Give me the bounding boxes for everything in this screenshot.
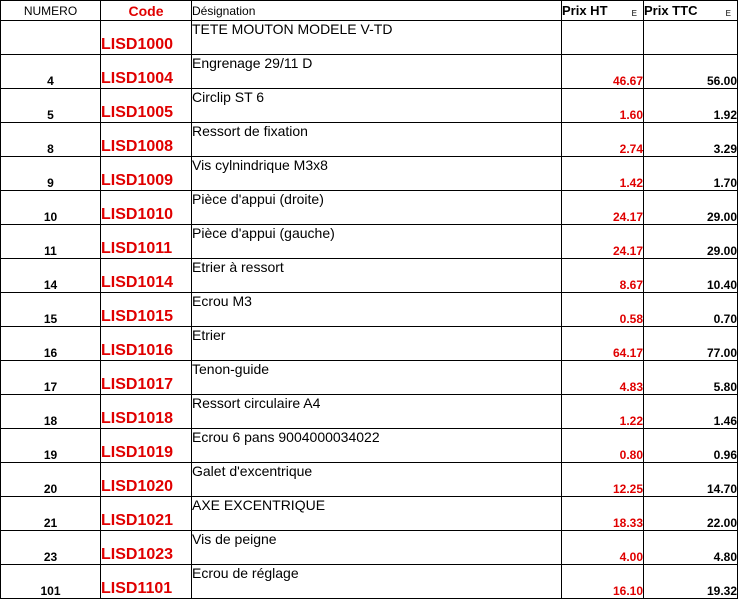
table-row <box>1 565 738 599</box>
row-designation: Ressort circulaire A4 <box>192 395 562 429</box>
row-code: LISD1020 <box>101 463 192 497</box>
row-prix-ht: 16.10 <box>562 565 644 599</box>
row-prix-ttc: 1.92 <box>644 89 738 123</box>
row-code: LISD1000 <box>101 21 192 55</box>
row-code: LISD1005 <box>101 89 192 123</box>
row-prix-ht: 64.17 <box>562 327 644 361</box>
row-prix-ht: 1.22 <box>562 395 644 429</box>
table-row <box>1 293 738 327</box>
table-row <box>1 89 738 123</box>
row-designation: TETE MOUTON MODELE V-TD <box>192 21 562 55</box>
row-prix-ttc: 10.40 <box>644 259 738 293</box>
row-prix-ttc: 19.32 <box>644 565 738 599</box>
header-prix-ttc <box>644 1 738 21</box>
row-prix-ht: 46.67 <box>562 55 644 89</box>
row-designation: Ecrou 6 pans 9004000034022 <box>192 429 562 463</box>
row-numero: 18 <box>1 395 101 429</box>
row-prix-ht: 0.58 <box>562 293 644 327</box>
header-designation: Désignation <box>192 1 562 21</box>
row-code: LISD1015 <box>101 293 192 327</box>
table-row <box>1 361 738 395</box>
row-prix-ht: 24.17 <box>562 225 644 259</box>
row-code: LISD1019 <box>101 429 192 463</box>
row-numero: 8 <box>1 123 101 157</box>
row-designation: Pièce d'appui (gauche) <box>192 225 562 259</box>
row-designation: Tenon-guide <box>192 361 562 395</box>
row-numero: 11 <box>1 225 101 259</box>
table-row <box>1 531 738 565</box>
table-row <box>1 123 738 157</box>
row-code: LISD1018 <box>101 395 192 429</box>
row-prix-ttc: 1.46 <box>644 395 738 429</box>
row-designation: Etrier à ressort <box>192 259 562 293</box>
header-prix-ht <box>562 1 644 21</box>
row-prix-ttc: 4.80 <box>644 531 738 565</box>
row-prix-ht: 18.33 <box>562 497 644 531</box>
row-prix-ht: 0.80 <box>562 429 644 463</box>
row-designation: Ressort de fixation <box>192 123 562 157</box>
header-code: Code <box>101 1 192 21</box>
currency-ttc: E <box>725 9 731 18</box>
row-designation: AXE EXCENTRIQUE <box>192 497 562 531</box>
row-designation: Vis de peigne <box>192 531 562 565</box>
row-designation: Etrier <box>192 327 562 361</box>
row-numero: 9 <box>1 157 101 191</box>
row-numero: 14 <box>1 259 101 293</box>
row-code: LISD1014 <box>101 259 192 293</box>
table-row <box>1 497 738 531</box>
row-prix-ttc: 14.70 <box>644 463 738 497</box>
table-row <box>1 225 738 259</box>
row-designation: Galet d'excentrique <box>192 463 562 497</box>
row-prix-ttc: 1.70 <box>644 157 738 191</box>
table-row <box>1 21 738 55</box>
table-row <box>1 327 738 361</box>
row-numero: 21 <box>1 497 101 531</box>
row-designation: Ecrou de réglage <box>192 565 562 599</box>
row-code: LISD1010 <box>101 191 192 225</box>
row-code: LISD1017 <box>101 361 192 395</box>
header-numero: NUMERO <box>1 1 101 21</box>
row-prix-ttc: 56.00 <box>644 55 738 89</box>
row-numero: 17 <box>1 361 101 395</box>
row-code: LISD1023 <box>101 531 192 565</box>
row-numero: 16 <box>1 327 101 361</box>
row-prix-ttc: 77.00 <box>644 327 738 361</box>
row-numero: 101 <box>1 565 101 599</box>
row-prix-ttc: 5.80 <box>644 361 738 395</box>
row-numero: 20 <box>1 463 101 497</box>
row-numero: 19 <box>1 429 101 463</box>
row-numero: 15 <box>1 293 101 327</box>
row-numero: 5 <box>1 89 101 123</box>
row-designation: Ecrou M3 <box>192 293 562 327</box>
row-prix-ht: 24.17 <box>562 191 644 225</box>
row-prix-ht: 2.74 <box>562 123 644 157</box>
header-row <box>1 1 738 21</box>
row-code: LISD1021 <box>101 497 192 531</box>
row-code: LISD1004 <box>101 55 192 89</box>
row-numero: 10 <box>1 191 101 225</box>
table-row <box>1 55 738 89</box>
row-prix-ht: 12.25 <box>562 463 644 497</box>
row-designation: Vis cylnindrique M3x8 <box>192 157 562 191</box>
row-prix-ht: 1.42 <box>562 157 644 191</box>
table-row <box>1 259 738 293</box>
table-row <box>1 157 738 191</box>
row-prix-ht: 1.60 <box>562 89 644 123</box>
table-row <box>1 463 738 497</box>
row-designation: Pièce d'appui (droite) <box>192 191 562 225</box>
row-prix-ttc: 22.00 <box>644 497 738 531</box>
row-prix-ttc <box>644 21 738 55</box>
row-code: LISD1016 <box>101 327 192 361</box>
row-prix-ttc: 3.29 <box>644 123 738 157</box>
row-prix-ht: 4.83 <box>562 361 644 395</box>
prix-ttc-label: Prix TTC <box>644 3 698 18</box>
table-row <box>1 429 738 463</box>
row-code: LISD1009 <box>101 157 192 191</box>
row-prix-ttc: 29.00 <box>644 225 738 259</box>
row-code: LISD1101 <box>101 565 192 599</box>
row-prix-ttc: 29.00 <box>644 191 738 225</box>
row-code: LISD1011 <box>101 225 192 259</box>
row-prix-ht <box>562 21 644 55</box>
row-prix-ttc: 0.96 <box>644 429 738 463</box>
row-numero: 4 <box>1 55 101 89</box>
row-prix-ht: 4.00 <box>562 531 644 565</box>
row-numero: 23 <box>1 531 101 565</box>
row-designation: Circlip ST 6 <box>192 89 562 123</box>
row-code: LISD1008 <box>101 123 192 157</box>
currency-ht: E <box>631 9 637 18</box>
prix-ht-label: Prix HT <box>562 3 608 18</box>
row-numero <box>1 21 101 55</box>
row-prix-ttc: 0.70 <box>644 293 738 327</box>
row-designation: Engrenage 29/11 D <box>192 55 562 89</box>
table-row <box>1 395 738 429</box>
row-prix-ht: 8.67 <box>562 259 644 293</box>
table-row <box>1 191 738 225</box>
